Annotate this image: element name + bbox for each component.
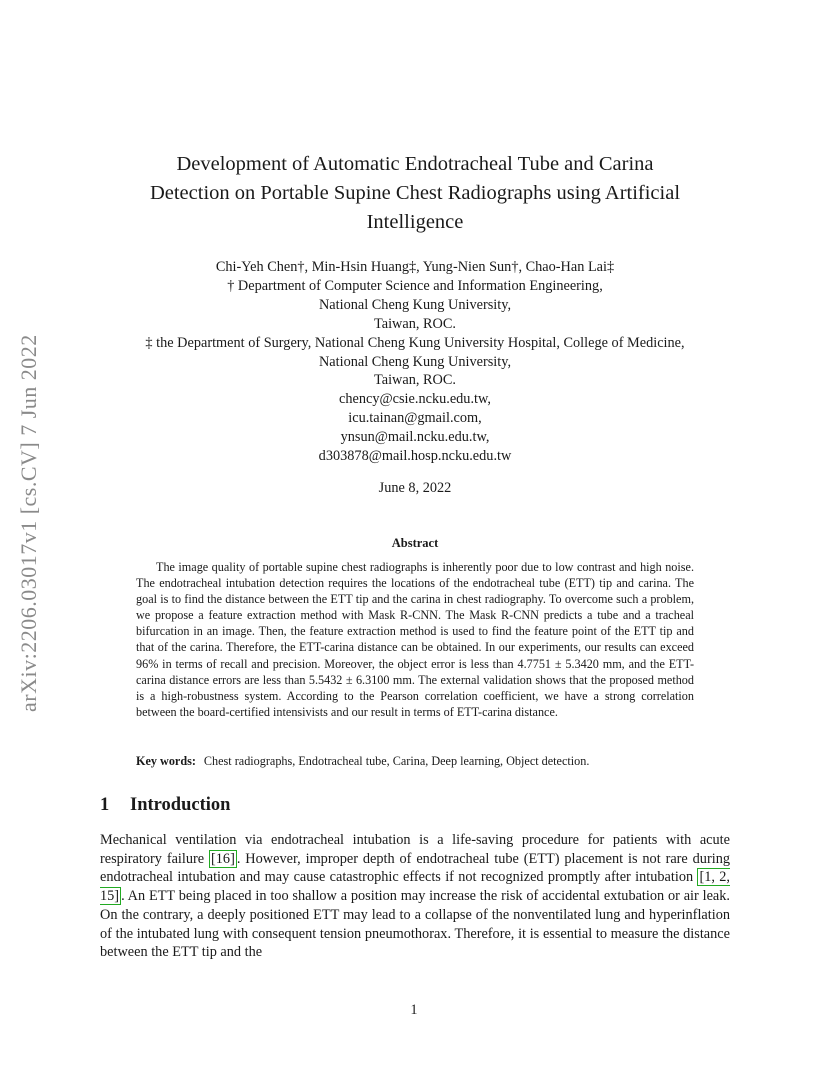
- keywords-label: Key words:: [136, 754, 196, 768]
- email[interactable]: chency@csie.ncku.edu.tw,: [339, 391, 491, 408]
- email[interactable]: ynsun@mail.ncku.edu.tw,: [340, 429, 490, 446]
- intro-text: . However, improper depth of endotracheal tube (ETT) placement is not rare during endotracheal intubation and may cause catastrophic effects if not recognized promptly after intubation: [100, 850, 730, 886]
- intro-text: Mechanical ventilation via endotracheal intubation is a life-saving procedure for patients with acute respiratory failure: [100, 832, 730, 867]
- abstract-heading: Abstract: [391, 536, 439, 550]
- title-line: Intelligence: [366, 211, 464, 233]
- intro-text: . An ETT being placed in too shallow a position may increase the risk of accidental extubation or air leak. On the contrary, a deeply positioned ETT may lead to a collapse of the nonventilated lung and hyperinflation of the intubated lung with consequent tension pneumothorax. Therefore, it is essential to measure the distance between the ETT tip and the: [100, 888, 730, 961]
- section-title: Introduction: [130, 795, 231, 815]
- title-line: Detection on Portable Supine Chest Radiographs using Artificial: [149, 182, 681, 204]
- keywords-text: Chest radiographs, Endotracheal tube, Carina, Deep learning, Object detection.: [203, 754, 590, 768]
- intro-paragraph: [100, 831, 730, 962]
- affiliation-line: National Cheng Kung University,: [318, 353, 512, 370]
- email[interactable]: d303878@mail.hosp.ncku.edu.tw: [318, 448, 512, 465]
- affiliation-line: ‡ the Department of Surgery, National Cheng Kung University Hospital, College of Medicine,: [145, 334, 685, 351]
- paper-title: [100, 150, 730, 237]
- paper-date: June 8, 2022: [378, 480, 452, 496]
- authors: Chi-Yeh Chen†, Min-Hsin Huang‡, Yung-Nien Sun†, Chao-Han Lai‡: [215, 259, 615, 275]
- affiliation-line: National Cheng Kung University,: [318, 296, 512, 313]
- abstract-text: The image quality of portable supine chest radiographs is inherently poor due to low contrast and high noise. The endotracheal intubation detection requires the locations of the endotracheal tube (ETT) tip and carina. The goal is to find the distance between the ETT tip and the carina in chest radiography. To overcome such a problem, we propose a feature extraction method with Mask R-CNN. The Mask R-CNN predicts a tube and a tracheal bifurcation in an image. Then, the feature extraction method is used to find the feature point of the ETT tip and that of the carina. Therefore, the ETT-carina distance can be obtained. In our experiments, our results can exceed 96% in terms of recall and precision. Moreover, the object error is less than 4.7751 ± 5.3420 mm, and the ETT-carina distance errors are less than 5.5432 ± 6.3100 mm. The external validation shows that the proposed method is a high-robustness system. According to the Pearson correlation coefficient, we have a strong correlation between the board-certified intensivists and our result in terms of ETT-carina distance.: [136, 560, 694, 719]
- section-heading: [100, 795, 230, 816]
- page-number: 1: [410, 1002, 418, 1018]
- arxiv-stamp: arXiv:2206.03017v1 [cs.CV] 7 Jun 2022: [16, 334, 41, 712]
- author-block: [90, 258, 740, 466]
- email[interactable]: icu.tainan@gmail.com,: [348, 410, 482, 427]
- section-number: 1: [100, 795, 110, 815]
- affiliation-line: Taiwan, ROC.: [374, 372, 456, 389]
- keywords: [136, 754, 716, 769]
- affiliation-line: † Department of Computer Science and Information Engineering,: [227, 277, 603, 294]
- title-line: Development of Automatic Endotracheal Tube and Carina: [176, 153, 654, 175]
- citation-link[interactable]: [1, 2, 15]: [100, 869, 730, 905]
- citation-link[interactable]: [16]: [211, 850, 235, 867]
- affiliation-line: Taiwan, ROC.: [374, 315, 456, 332]
